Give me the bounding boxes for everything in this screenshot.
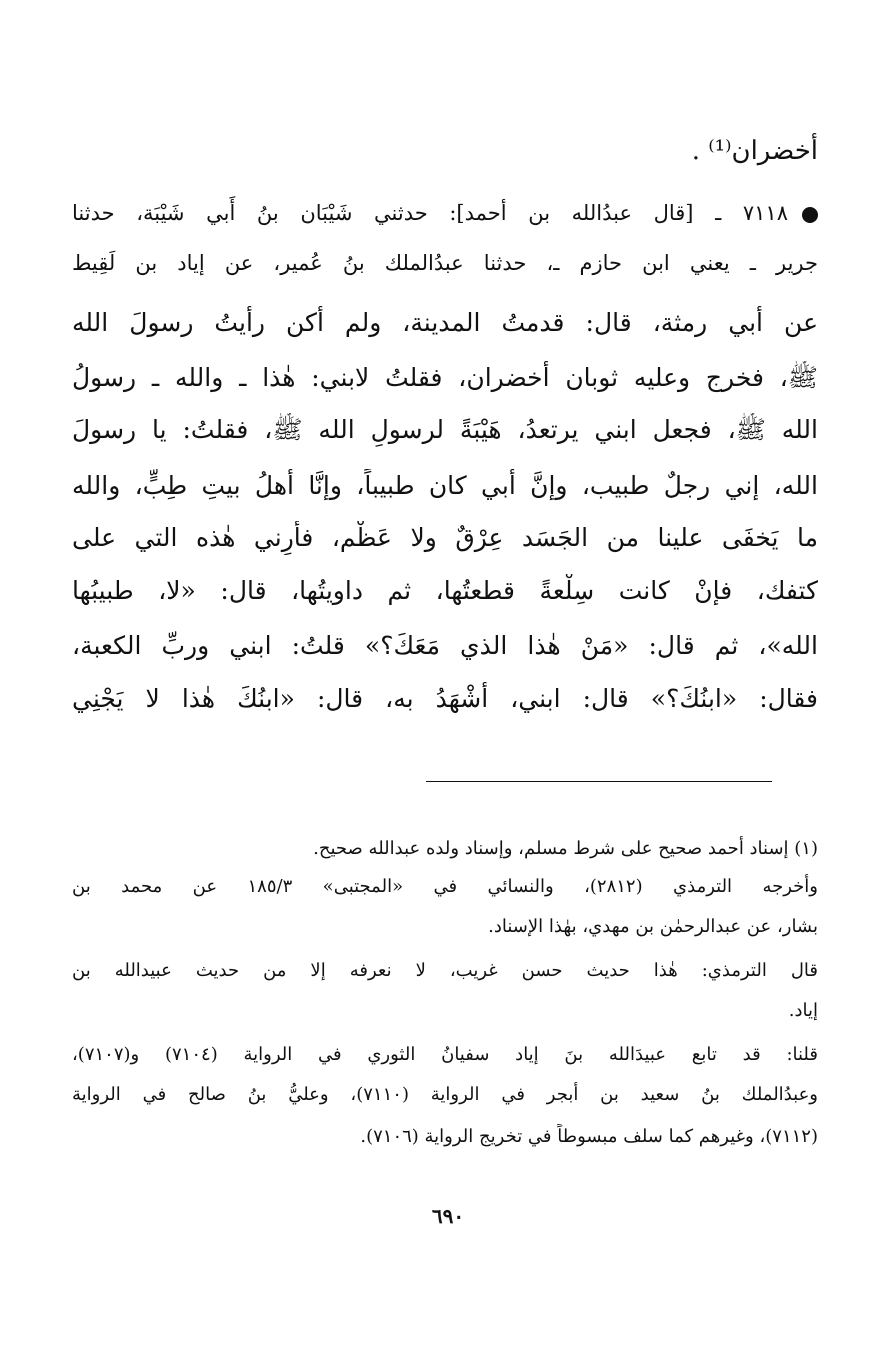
page-number: ٦٩٠ — [431, 1204, 465, 1228]
footnote-line: إياد. — [788, 1000, 818, 1021]
body-line: ما يَخفَى علينا من الجَسَد عِرْقٌ ولا عَظْم، فأَرِني هٰذه التي على — [72, 523, 818, 552]
body-line: ﷺ، فخرج وعليه ثوبان أخضران، فقلتُ لابني: هٰذا ـ والله ـ رسولُ — [72, 363, 818, 392]
header-line: أخضران⁽¹⁾ . — [691, 136, 818, 166]
footnote-line: وعبدُالملك بنُ سعيد بن أبجر في الرواية (٧١١٠)، وعليُّ بنُ صالح في الرواية — [72, 1084, 818, 1105]
body-line: الله»، ثم قال: «مَنْ هٰذا الذي مَعَكَ؟» قلتُ: ابني وربِّ الكعبة، — [72, 631, 818, 660]
hadith-number-line: ٧١١٨ ـ [قال عبدُالله بن أحمد]: حدثني شَيْبَان بنُ أَبي شَيْبَة، حدثنا — [72, 201, 788, 225]
bullet-icon — [802, 207, 818, 223]
footnote-line: (٧١١٢)، وغيرهم كما سلف مبسوطاً في تخريج الرواية (٧١٠٦). — [360, 1126, 818, 1147]
footnote-line: (١) إسناد أحمد صحيح على شرط مسلم، وإسناد ولده عبدالله صحيح. — [313, 838, 818, 859]
body-line: عن أبي رمثة، قال: قدمتُ المدينة، ولم أكن رأيتُ رسولَ الله — [72, 308, 818, 337]
body-line: الله ﷺ، فجعل ابني يرتعدُ، هَيْبَةً لرسولِ الله ﷺ، فقلتُ: يا رسولَ — [72, 415, 818, 444]
footnote-line: قلنا: قد تابع عبيدَالله بنَ إياد سفيانُ الثوري في الرواية (٧١٠٤) و(٧١٠٧)، — [72, 1044, 818, 1065]
footnote-line: وأخرجه الترمذي (٢٨١٢)، والنسائي في «المجتبى» ١٨٥/٣ عن محمد بن — [72, 876, 818, 897]
footnote-line: قال الترمذي: هٰذا حديث حسن غريب، لا نعرفه إلا من حديث عبيدالله بن — [72, 960, 818, 981]
hadith-chain-line: جرير ـ يعني ابن حازم ـ، حدثنا عبدُالملك بنُ عُمير، عن إياد بن لَقِيط — [72, 251, 818, 275]
body-line: الله، إني رجلٌ طبيب، وإنَّ أبي كان طبيباً، وإنَّا أهلُ بيتِ طِبٍّ، والله — [72, 471, 818, 500]
footnote-separator — [426, 781, 772, 782]
hadith-heading — [72, 196, 818, 230]
footnote-line: بشار، عن عبدالرحمٰن بن مهدي، بهٰذا الإسناد. — [488, 916, 818, 937]
body-line: كتفك، فإنْ كانت سِلْعةً قطعتُها، ثم داويتُها، قال: «لا، طبيبُها — [72, 576, 818, 605]
body-line: فقال: «ابنُكَ؟» قال: ابني، أَشْهَدُ به، قال: «ابنُكَ هٰذا لا يَجْنِي — [72, 684, 818, 713]
